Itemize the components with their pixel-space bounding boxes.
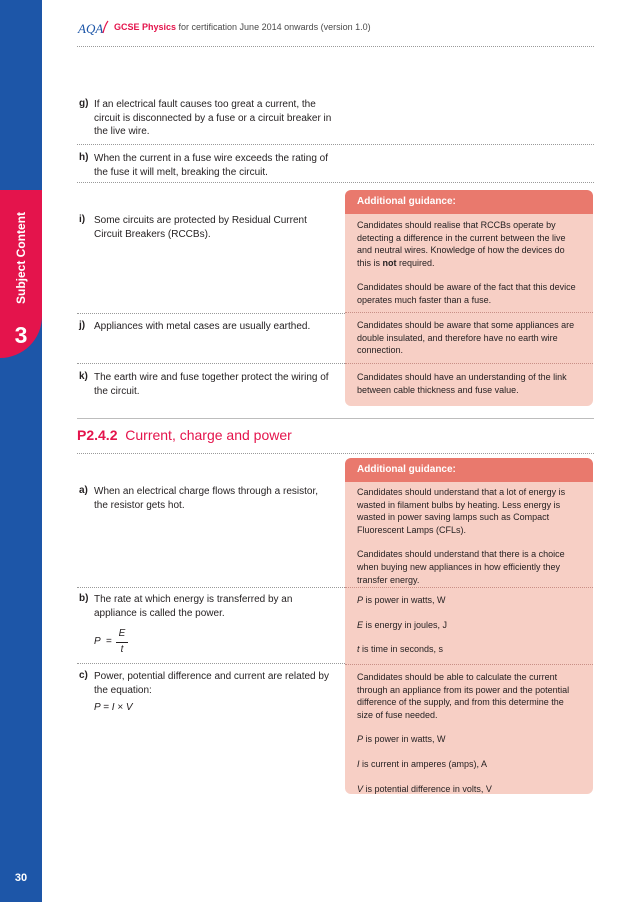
page-number: 30 (14, 872, 28, 884)
guidance-cell-k: Candidates should have an understanding of the link between cable thickness and fuse value. (357, 372, 567, 395)
guidance-box (345, 482, 593, 794)
section-title: Current, charge and power (125, 427, 292, 443)
item-text: If an electrical fault causes too great a current, the circuit is disconnected by a fuse or a circuit breaker in the live wire. (94, 99, 332, 137)
guidance-heading (345, 190, 593, 214)
item-text: When an electrical charge flows through a resistor, the resistor gets hot. (94, 486, 318, 511)
section-heading (77, 427, 292, 443)
page-header (77, 19, 597, 39)
formula-power-lhs: P (94, 636, 101, 647)
formula-numerator: E (118, 628, 126, 639)
item-text: The earth wire and fuse together protect the wiring of the circuit. (94, 372, 329, 397)
guidance-cell-a: Candidates should understand that a lot of energy is wasted in filament bulbs by heating. Less energy is wasted in power saving lamps such as Compact Fluorescent Lamps (CFLs). Candidates should understand that there is a choice when buying new appliances in how efficiently they transfer energy. (357, 487, 566, 585)
svg-text:AQA: AQA (78, 21, 104, 36)
item-marker: b) (79, 593, 89, 604)
guidance-heading (345, 458, 593, 482)
header-title (114, 22, 371, 32)
item-text: The rate at which energy is transferred by an appliance is called the power. (94, 594, 293, 619)
fraction-bar (116, 642, 128, 643)
guidance-cell-c: Candidates should be able to calculate the current through an appliance from its power and the potential difference of the supply, and from this determine the size of fuse needed. P is power in watts, W I is current in amperes (amps), A V is potential difference in volts, V (357, 672, 570, 794)
formula-denominator: t (120, 644, 124, 655)
guidance-heading-text: Additional guidance: (357, 196, 456, 207)
item-marker: k) (79, 371, 88, 382)
section-code: P2.4.2 (77, 427, 118, 443)
item-marker: h) (79, 152, 89, 163)
section-label: Subject Content (14, 212, 28, 304)
header-divider (77, 46, 594, 47)
item-marker: a) (79, 485, 88, 496)
guidance-cell-i: Candidates should realise that RCCBs operate by detecting a difference in the current between the live and neutral wires. Knowledge of how the devices do this is not required. Candidates should be aware of the fact that this device operates much faster than a fuse. (357, 220, 576, 305)
guidance-box (345, 214, 593, 406)
guidance-cell-j: Candidates should be aware that some appliances are double insulated, and therefore have no earth wire connection. (357, 320, 575, 356)
aqa-logo-icon (77, 19, 109, 37)
header-brand: GCSE Physics (114, 22, 177, 32)
guidance-heading-text: Additional guidance: (357, 464, 456, 475)
header-subtitle: for certification June 2014 onwards (version 1.0) (176, 22, 371, 32)
item-text: Appliances with metal cases are usually earthed. (94, 321, 311, 332)
section-number: 3 (14, 322, 28, 348)
section-divider (77, 418, 594, 419)
item-text: Some circuits are protected by Residual Current Circuit Breakers (RCCBs). (94, 215, 307, 240)
item-marker: g) (79, 98, 89, 109)
item-marker: i) (79, 214, 86, 225)
formula-power-equation: P = I × V (94, 702, 133, 713)
guidance-cell-b: P is power in watts, W E is energy in joules, J t is time in seconds, s (357, 595, 448, 655)
item-text: When the current in a fuse wire exceeds the rating of the fuse it will melt, breaking the circuit. (94, 153, 329, 178)
item-text: Power, potential difference and current are related by the equation: (94, 671, 329, 696)
item-marker: c) (79, 670, 88, 681)
item-marker: j) (79, 320, 86, 331)
side-band (0, 0, 42, 902)
formula-equals: = (106, 636, 112, 647)
